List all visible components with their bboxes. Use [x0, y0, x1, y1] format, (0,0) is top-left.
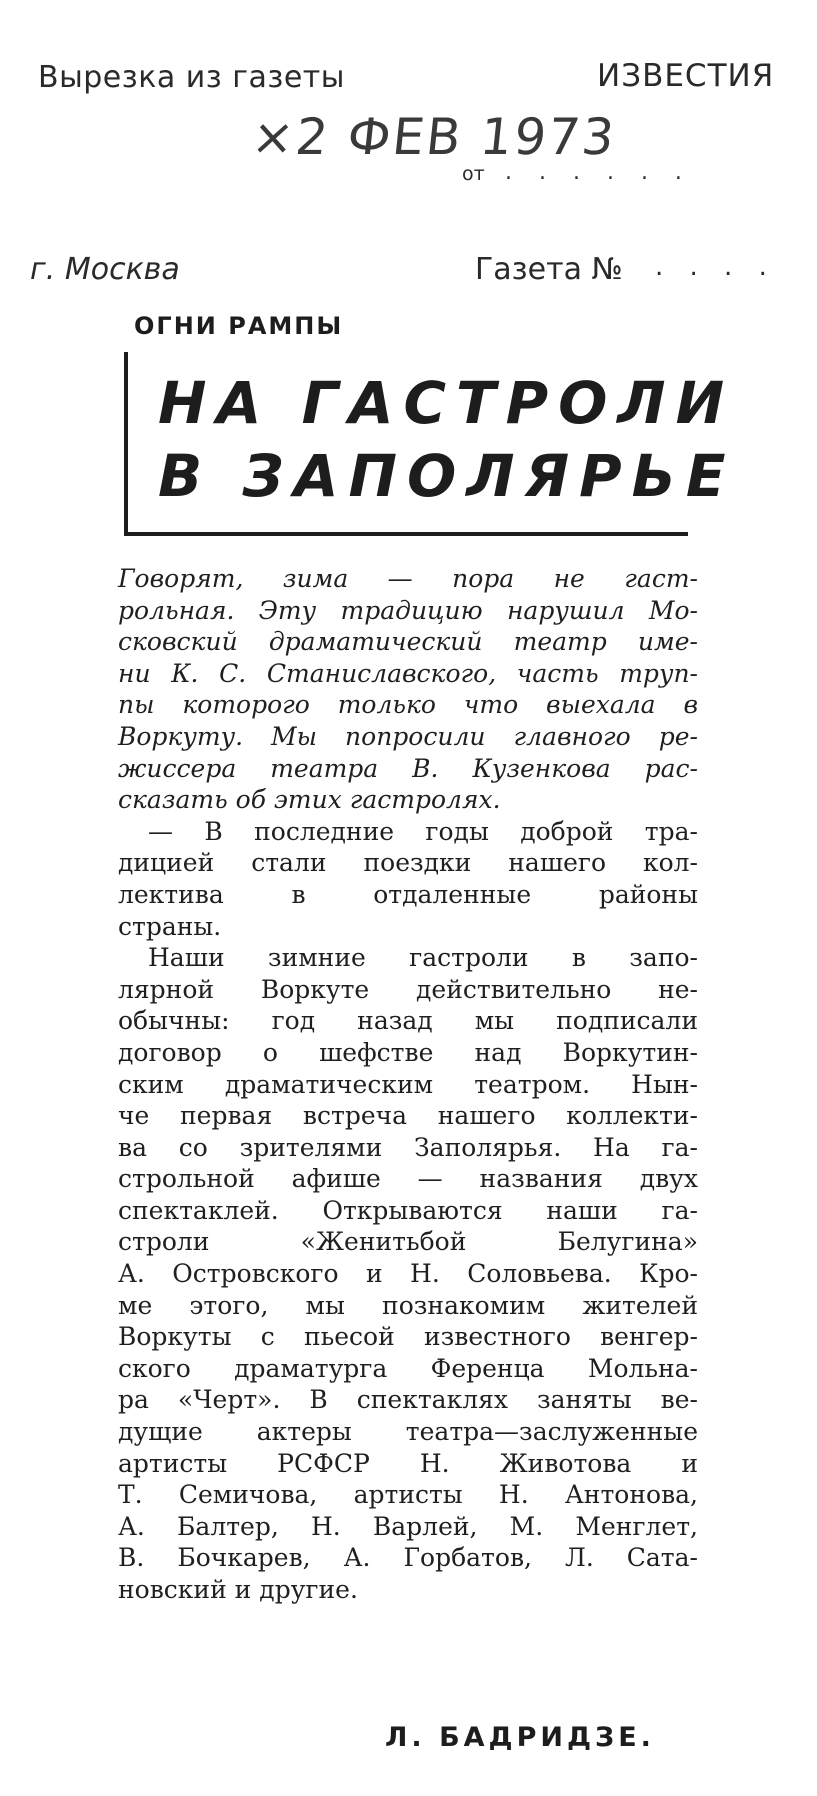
- clipping-label: Вырезка из газеты: [38, 60, 345, 95]
- text-line: ва со зрителями Заполярья. На га-: [118, 1132, 698, 1162]
- headline-box: [124, 352, 736, 536]
- headline-line-2: В ЗАПОЛЯРЬЕ: [158, 442, 736, 510]
- newspaper-number-label: Газета №: [475, 252, 623, 287]
- text-line: страны.: [118, 911, 222, 941]
- text-line: Воркуту. Мы попросили главного ре-: [118, 721, 698, 751]
- article-body: [118, 563, 698, 1606]
- text-line: спектаклей. Открываются наши га-: [118, 1195, 698, 1225]
- newspaper-number-dots: . . . .: [655, 252, 776, 282]
- text-line: ра «Черт». В спектаклях заняты ве-: [118, 1385, 698, 1415]
- text-line: сковский драматический театр име-: [118, 627, 698, 657]
- text-line: дицией стали поездки нашего кол-: [118, 848, 698, 878]
- text-line: Говорят, зима — пора не гаст-: [118, 564, 698, 593]
- rubric: ОГНИ РАМПЫ: [134, 312, 344, 340]
- text-line: А. Балтер, Н. Варлей, М. Менглет,: [118, 1511, 698, 1541]
- text-line: А. Островского и Н. Соловьева. Кро-: [118, 1259, 698, 1289]
- paragraph-1: [118, 816, 698, 942]
- text-line: че первая встреча нашего коллекти-: [118, 1101, 698, 1131]
- text-line: ским драматическим театром. Нын-: [118, 1069, 698, 1099]
- from-dots: . . . . . .: [505, 160, 692, 185]
- author-signature: Л. БАДРИДЗЕ.: [385, 1722, 655, 1753]
- text-line: обычны: год назад мы подписали: [118, 1006, 698, 1036]
- text-line: Т. Семичова, артисты Н. Антонова,: [118, 1480, 698, 1510]
- text-line: В. Бочкарев, А. Горбатов, Л. Сата-: [118, 1543, 698, 1573]
- text-line: дущие актеры театра—заслуженные: [118, 1417, 698, 1447]
- city-label: г. Москва: [30, 252, 180, 287]
- text-line: договор о шефстве над Воркутин-: [118, 1037, 698, 1067]
- text-line: ни К. С. Станиславского, часть труп-: [118, 658, 698, 688]
- text-line: строли «Женитьбой Белугина»: [118, 1227, 698, 1257]
- text-line: ского драматурга Ференца Мольна-: [118, 1353, 698, 1383]
- text-line: Воркуты с пьесой известного венгер-: [118, 1322, 698, 1352]
- text-line: Наши зимние гастроли в запо-: [148, 943, 698, 973]
- text-line: — В последние годы доброй тра-: [148, 816, 698, 846]
- text-line: сказать об этих гастролях.: [118, 785, 501, 815]
- text-line: жиссера театра В. Кузенкова рас-: [118, 753, 698, 783]
- newspaper-name: ИЗВЕСТИЯ: [597, 58, 775, 94]
- text-line: рольная. Эту традицию нарушил Мо-: [118, 595, 698, 625]
- text-line: новский и другие.: [118, 1575, 358, 1604]
- headline-line-1: НА ГАСТРОЛИ: [158, 369, 735, 437]
- text-line: лярной Воркуте действительно не-: [118, 974, 698, 1004]
- text-line: ме этого, мы познакомим жителей: [118, 1290, 698, 1320]
- text-line: лектива в отдаленные районы: [118, 879, 698, 909]
- date-stamp: ×2 ФЕВ 1973: [248, 108, 619, 166]
- from-label: от: [462, 163, 485, 185]
- paragraph-2: [118, 942, 698, 1605]
- text-line: строльной афише — названия двух: [118, 1164, 698, 1194]
- text-line: пы которого только что выехала в: [118, 690, 698, 720]
- text-line: артисты РСФСР Н. Животова и: [118, 1448, 698, 1478]
- lead-paragraph: [118, 563, 698, 816]
